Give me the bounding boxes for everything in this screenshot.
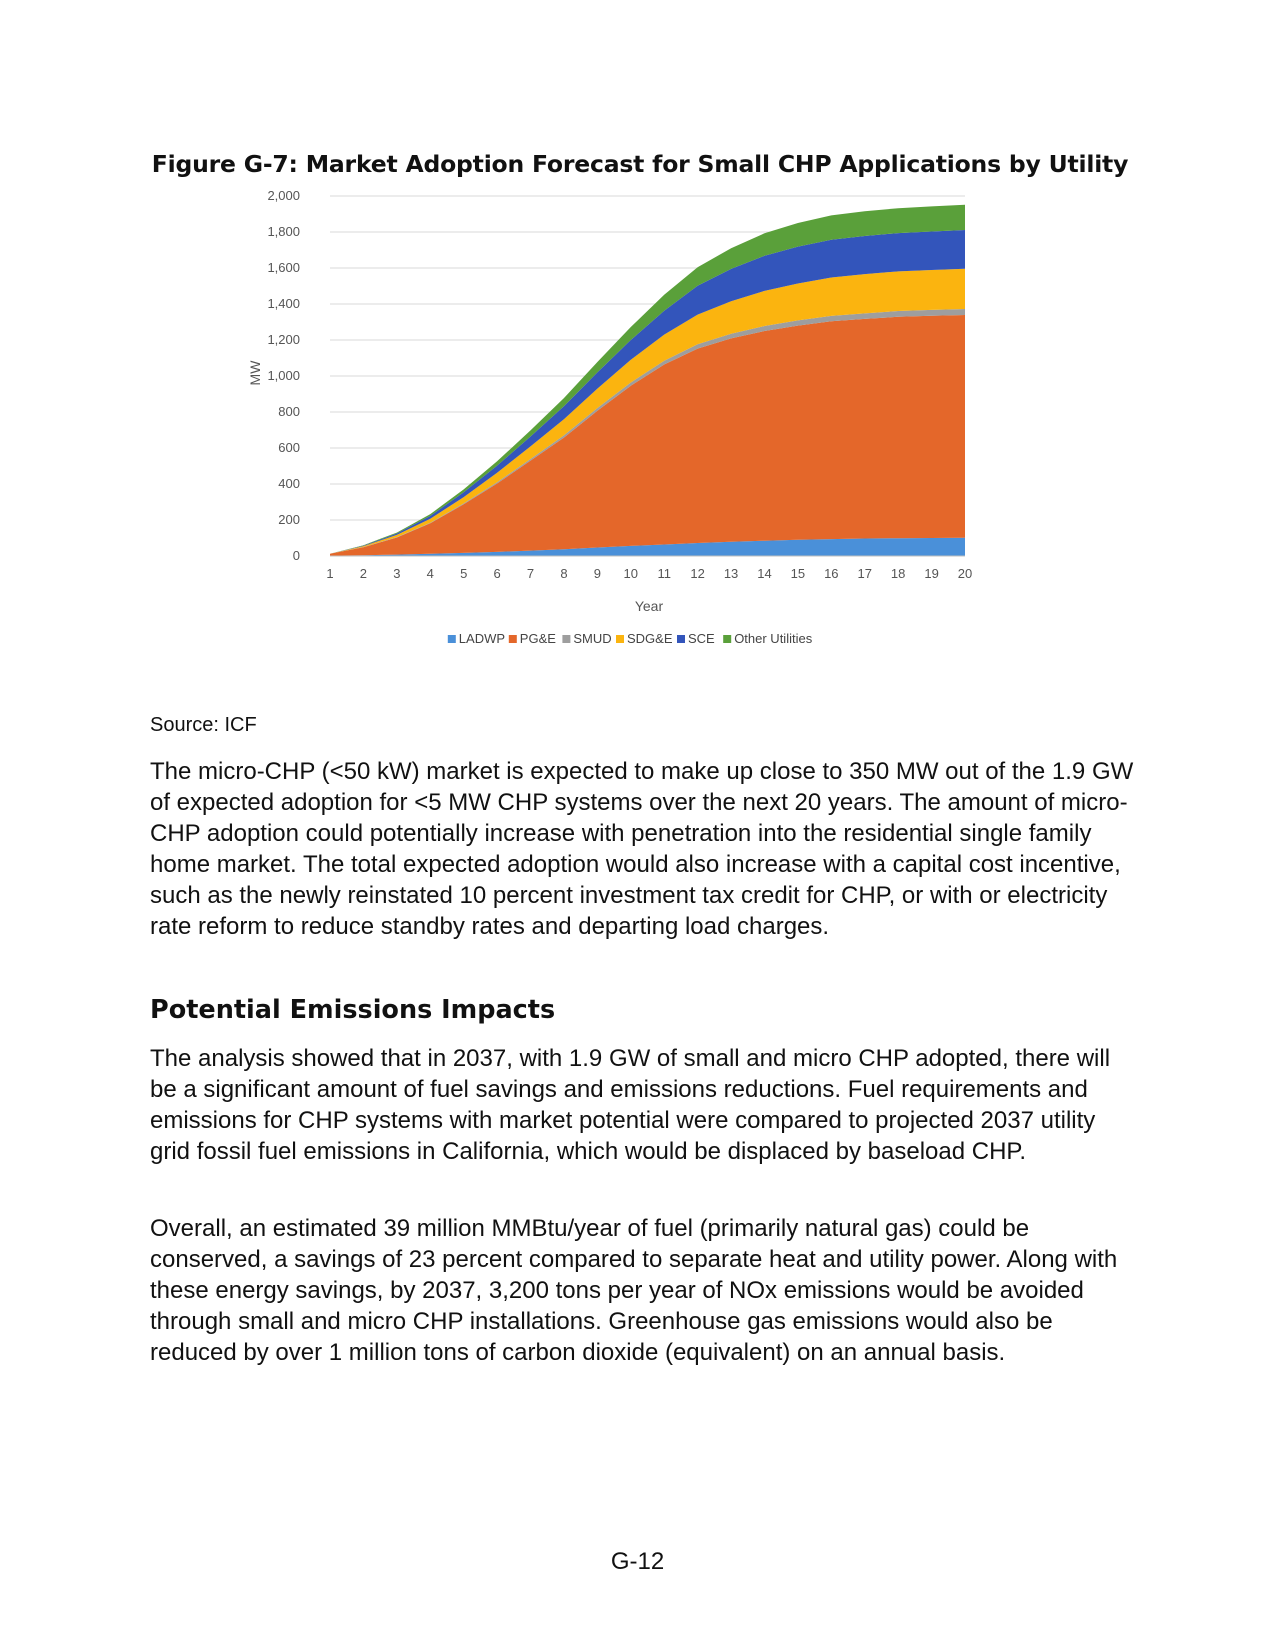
legend-label-smud: SMUD [573,631,612,646]
x-tick-label: 9 [593,566,601,581]
y-tick-label: 0 [292,548,300,563]
y-tick-label: 600 [278,440,300,455]
x-tick-label: 19 [924,566,939,581]
section-heading: Potential Emissions Impacts [150,995,556,1025]
legend-swatch-sdg-e [616,635,624,643]
legend-swatch-pg-e [509,635,517,643]
y-axis-title: MW [247,360,263,386]
legend-label-ladwp: LADWP [458,631,506,646]
x-tick-label: 20 [957,566,973,581]
y-tick-label: 1,200 [267,332,300,347]
y-tick-label: 200 [278,512,300,527]
x-tick-label: 7 [526,566,535,581]
y-tick-label: 800 [278,404,300,419]
x-tick-label: 1 [326,566,334,581]
legend-swatch-ladwp [448,635,456,643]
legend-swatch-sce [677,635,685,643]
page-number: G-12 [610,1548,665,1575]
x-tick-label: 2 [359,566,368,581]
x-tick-label: 18 [890,566,906,581]
x-tick-label: 14 [757,566,772,581]
x-tick-label: 15 [790,566,806,581]
legend-swatch-other-utilities [723,635,731,643]
legend-label-pg-e: PG&E [519,631,556,646]
x-tick-label: 16 [824,566,839,581]
paragraph-overall: Overall, an estimated 39 million MMBtu/year of fuel (primarily natural gas) could be conserved, a savings of 23 percent compared to separate heat and utility power. Along with these energy savings, by 2037, 3,200 tons per year of NOx emissions would be avoided through small and micro CHP installations. Greenhouse gas emissions would also be reduced by over 1 million tons of carbon dioxide (equivalent) on an annual basis. [150,1215,1118,1366]
x-tick-label: 6 [493,566,501,581]
stacked-area-chart [230,186,1030,686]
legend-label-sdg-e: SDG&E [627,631,673,646]
legend-swatch-smud [562,635,570,643]
chart-areas [330,205,965,556]
x-axis-title: Year [634,598,664,614]
y-tick-label: 1,600 [267,260,300,275]
x-tick-label: 17 [857,566,872,581]
x-tick-label: 12 [690,566,705,581]
x-tick-label: 8 [560,566,568,581]
x-tick-label: 5 [460,566,468,581]
y-tick-label: 400 [278,476,300,491]
legend-label-other-utilities: Other Utilities [734,631,813,646]
x-tick-label: 13 [723,566,739,581]
paragraph-analysis: The analysis showed that in 2037, with 1.9 GW of small and micro CHP adopted, there will be a significant amount of fuel savings and emissions reductions. Fuel requirements and emissions for CHP systems with market potential were compared to projected 2037 utility grid fossil fuel emissions in California, which would be displaced by baseload CHP. [150,1045,1111,1165]
x-tick-label: 11 [657,566,671,581]
paragraph-micro-chp: The micro-CHP (<50 kW) market is expected to make up close to 350 MW out of the 1.9 GW of expected adoption for <5 MW CHP systems over the next 20 years. The amount of micro-CHP adoption could potentially increase with penetration into the residential single family home market. The total expected adoption would also increase with a capital cost incentive, such as the newly reinstated 10 percent investment tax credit for CHP, or with or electricity rate reform to reduce standby rates and departing load charges. [150,758,1134,940]
figure-source: Source: ICF [150,714,257,736]
y-tick-label: 1,800 [267,224,300,239]
figure-title: Figure G-7: Market Adoption Forecast for Small CHP Applications by Utility [151,150,1129,178]
y-tick-label: 1,400 [267,296,300,311]
x-tick-label: 3 [393,566,401,581]
chart-legend [448,631,813,646]
x-tick-label: 10 [623,566,639,581]
y-tick-label: 2,000 [267,188,300,203]
x-tick-label: 4 [426,566,434,581]
y-tick-label: 1,000 [267,368,300,383]
legend-label-sce: SCE [688,631,715,646]
